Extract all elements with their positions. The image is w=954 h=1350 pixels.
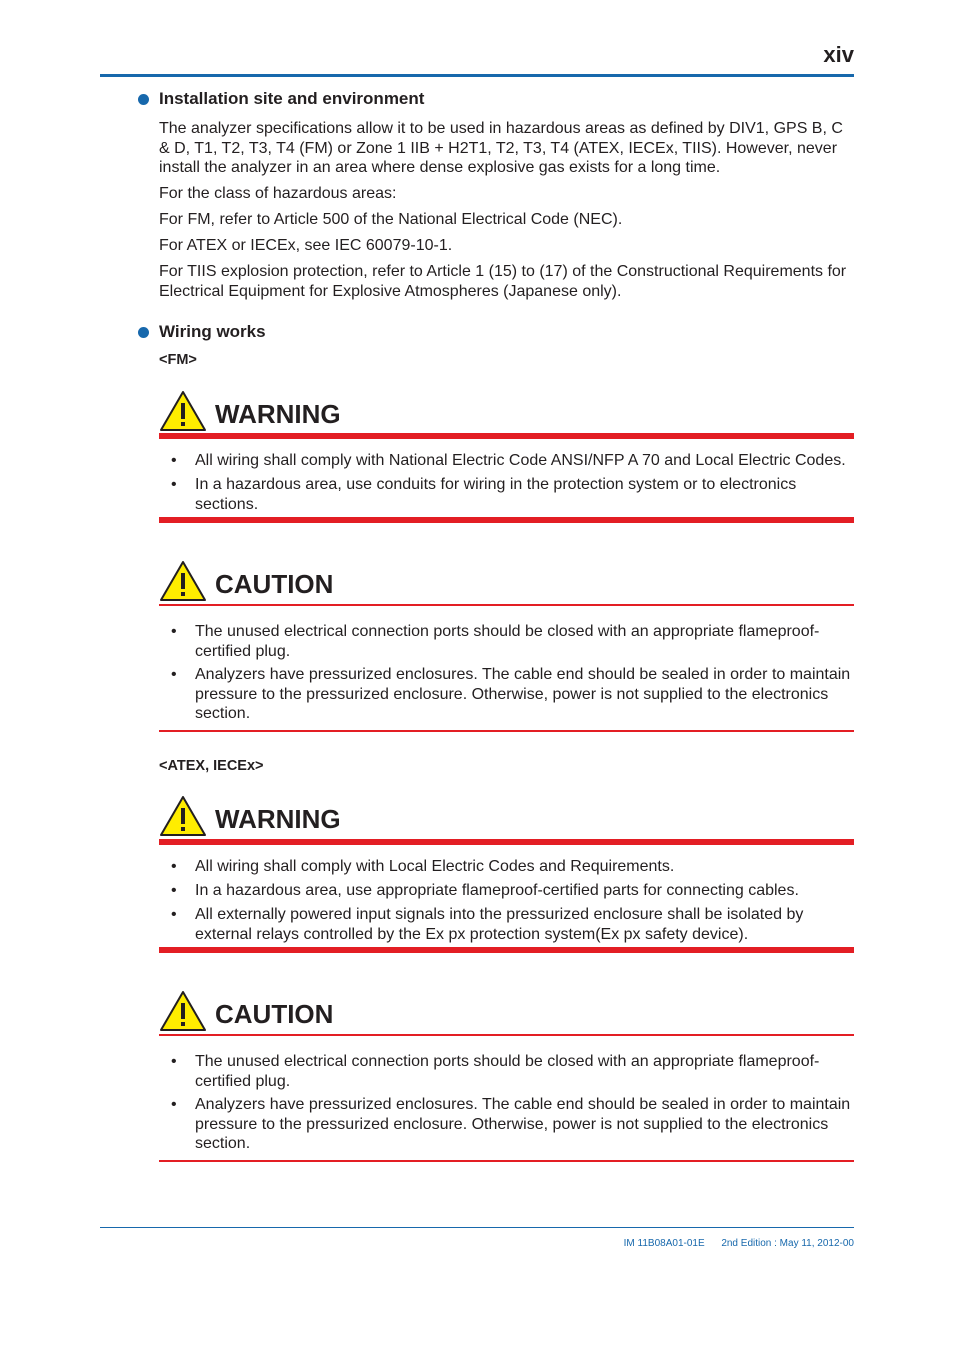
paragraph: The analyzer specifications allow it to be used in hazardous areas as defined by DIV1, GPS B, C & D, T1, T2, T3, T4 (FM) or Zone 1 IIB + H2T1, T2, T3, T4 (ATEX, IECEx, TIIS). However, never install the analyzer in an area where dense explosive gas exists for a long time. — [159, 120, 843, 176]
list-item — [159, 622, 854, 661]
list-item-text: The unused electrical connection ports should be closed with an appropriate flameproof-certified plug. — [195, 623, 820, 660]
list-item — [159, 857, 854, 877]
bullet-dot-icon — [138, 327, 149, 338]
caution-triangle-icon — [159, 990, 207, 1032]
section-heading-text: Wiring works — [159, 322, 266, 341]
warning-title: WARNING — [215, 804, 341, 834]
warning-triangle-icon — [159, 795, 207, 837]
list-item — [159, 905, 854, 944]
paragraph: For FM, refer to Article 500 of the National Electrical Code (NEC). — [159, 211, 623, 228]
warning-triangle-icon — [159, 390, 207, 432]
bullet-mark: • — [171, 1096, 177, 1113]
caution-bottom-rule — [159, 1160, 854, 1162]
footer-edition: 2nd Edition : May 11, 2012-00 — [721, 1238, 854, 1249]
bullet-mark: • — [171, 623, 177, 640]
caution-top-rule — [159, 604, 854, 606]
warning-top-rule — [159, 433, 854, 439]
warning-title: WARNING — [215, 399, 341, 429]
list-item-text: All wiring shall comply with National Electric Code ANSI/NFP A 70 and Local Electric Codes. — [195, 452, 846, 469]
section-heading-wiring — [138, 321, 266, 343]
caution-header — [159, 990, 854, 1034]
list-item-text: The unused electrical connection ports should be closed with an appropriate flameproof-certified plug. — [195, 1053, 820, 1090]
bullet-mark: • — [171, 906, 177, 923]
footer-doc-id: IM 11B08A01-01E — [623, 1238, 705, 1249]
warning-header — [159, 795, 854, 839]
list-item — [159, 1052, 854, 1091]
list-item — [159, 475, 854, 514]
caution-title: CAUTION — [215, 569, 334, 599]
list-item-text: In a hazardous area, use appropriate flameproof-certified parts for connecting cables. — [195, 882, 799, 899]
list-item — [159, 881, 854, 901]
bullet-mark: • — [171, 1053, 177, 1070]
warning-top-rule — [159, 839, 854, 845]
section-heading-installation — [138, 88, 424, 110]
caution-bottom-rule — [159, 730, 854, 732]
bullet-mark: • — [171, 666, 177, 683]
footer-rule — [100, 1227, 854, 1228]
bullet-dot-icon — [138, 94, 149, 105]
warning-header — [159, 390, 854, 434]
caution-title: CAUTION — [215, 999, 334, 1029]
section-heading-text: Installation site and environment — [159, 89, 425, 108]
list-item-text: In a hazardous area, use conduits for wiring in the protection system or to electronics sections. — [195, 476, 797, 513]
footer — [624, 1238, 854, 1250]
paragraph: For ATEX or IECEx, see IEC 60079-10-1. — [159, 237, 453, 254]
list-item-text: All externally powered input signals into the pressurized enclosure shall be isolated by external relays controlled by the Ex px protection system(Ex px safety device). — [195, 906, 804, 943]
list-item-text: All wiring shall comply with Local Electric Codes and Requirements. — [195, 858, 675, 875]
bullet-mark: • — [171, 858, 177, 875]
list-item-text: Analyzers have pressurized enclosures. The cable end should be sealed in order to maintain pressure to the pressurized enclosure. Otherwise, power is not supplied to the electronics section. — [195, 1096, 851, 1152]
list-item — [159, 1095, 854, 1154]
list-item — [159, 451, 854, 471]
warning-bottom-rule — [159, 517, 854, 523]
page-number: xiv — [823, 42, 854, 67]
caution-top-rule — [159, 1034, 854, 1036]
warning-bottom-rule — [159, 947, 854, 953]
bullet-mark: • — [171, 452, 177, 469]
bullet-mark: • — [171, 882, 177, 899]
caution-header — [159, 560, 854, 604]
caution-triangle-icon — [159, 560, 207, 602]
subsection-label-fm: <FM> — [159, 352, 197, 368]
bullet-mark: • — [171, 476, 177, 493]
list-item-text: Analyzers have pressurized enclosures. The cable end should be sealed in order to maintain pressure to the pressurized enclosure. Otherwise, power is not supplied to the electronics section. — [195, 666, 851, 722]
header-rule — [100, 74, 854, 77]
list-item — [159, 665, 854, 724]
subsection-label-atex: <ATEX, IECEx> — [159, 758, 264, 774]
paragraph: For the class of hazardous areas: — [159, 185, 397, 202]
paragraph: For TIIS explosion protection, refer to Article 1 (15) to (17) of the Constructional Requirements for Electrical Equipment for Explosive Atmospheres (Japanese only). — [159, 263, 847, 300]
